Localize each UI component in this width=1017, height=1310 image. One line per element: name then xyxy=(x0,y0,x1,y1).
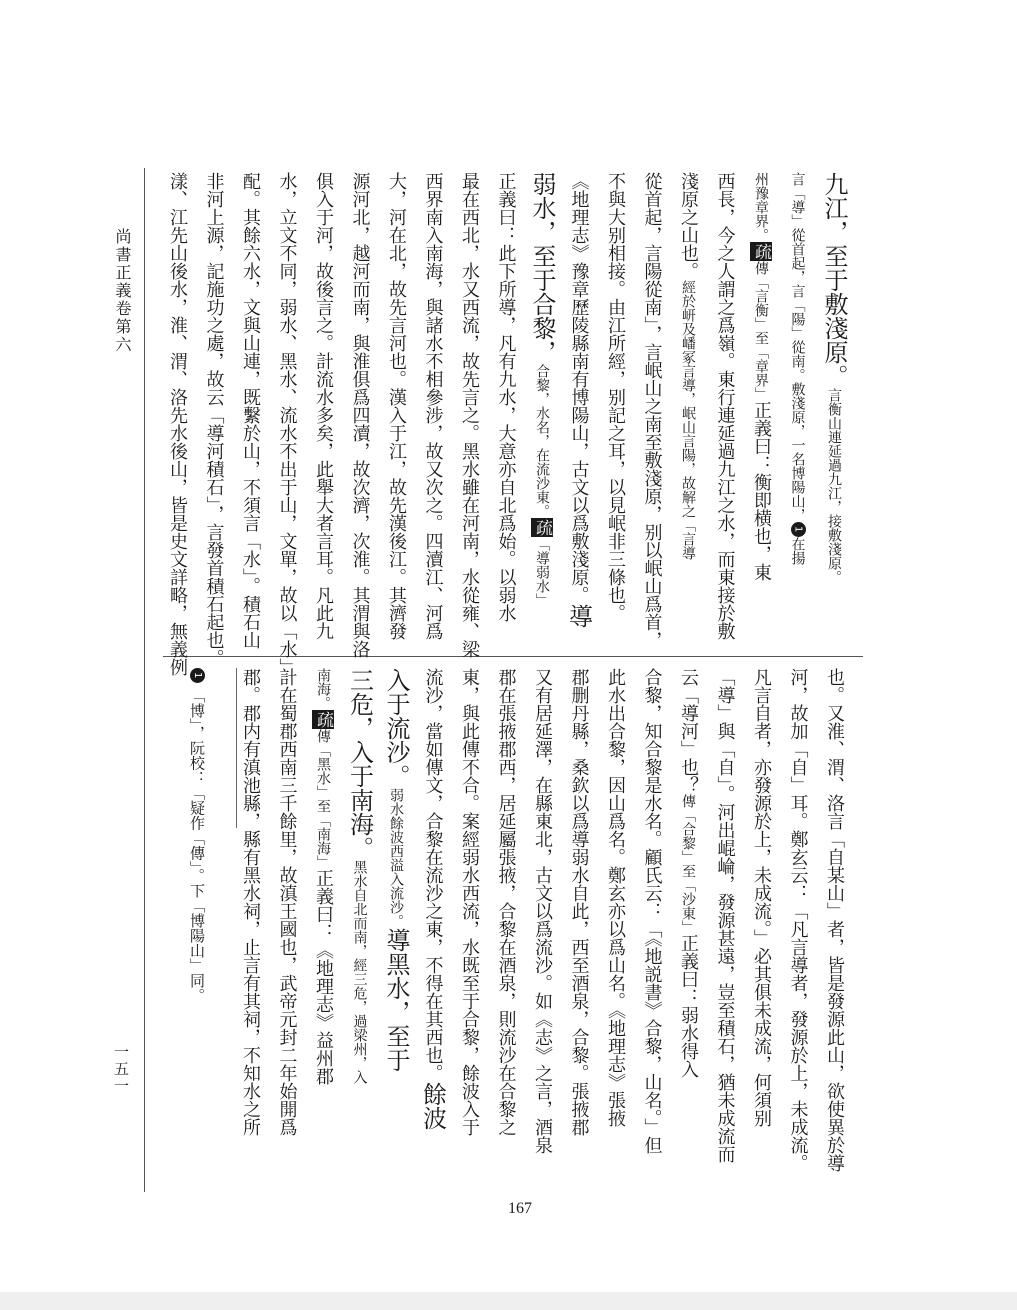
body-text: 正義曰：《地理志》益州郡 xyxy=(313,869,334,1085)
body-text: 配。其餘六水，文與山連，既繫於山，不須言「水」。積石山 xyxy=(240,172,261,649)
body-text: 合黎，知合黎是水名。顧氏云：「《地説書》合黎，山名。」但 xyxy=(641,668,663,1154)
commentary-marker: 疏 xyxy=(313,711,333,728)
body-text: 《地理志》豫章歷陵縣南有博陽山，古文以爲敷淺原。 xyxy=(568,172,590,604)
footnote-text: 「博」，阮校：「疑作「傳」。下「博陽山」同。 xyxy=(188,687,206,1003)
body-text: 云「導河」也？ xyxy=(678,668,699,794)
text-column xyxy=(309,668,337,1168)
text-column xyxy=(674,172,702,650)
main-text: 九江，至于敷淺原。 xyxy=(820,172,848,388)
text-column xyxy=(565,668,593,1168)
main-text: 導黑水，至于 xyxy=(382,928,410,1072)
viewer-bottom-band xyxy=(0,1292,1017,1310)
text-column xyxy=(382,668,410,1168)
text-column xyxy=(346,668,374,1168)
text-column xyxy=(711,668,739,1168)
annotation-text: 傳「合黎」至「沙東」 xyxy=(680,794,696,934)
footnote-marker: 1 xyxy=(190,668,205,683)
text-column xyxy=(638,668,666,1168)
register-divider xyxy=(163,656,863,657)
text-column xyxy=(528,668,556,1168)
body-text: 東，與此傳不合。案經弱水西流，水既至于合黎，餘波入于 xyxy=(459,668,480,1136)
body-text: 最在西北，水又西流，故先言之。黑水雖在河南，水從雍、梁 xyxy=(459,172,480,658)
main-text: 三危，入于南海。 xyxy=(345,668,374,860)
footnote-rule xyxy=(236,668,237,828)
text-column xyxy=(236,172,264,650)
body-text: 水，立文不同，弱水、黑水、流水不出于山，文單，故以「水」 xyxy=(276,172,298,676)
annotation-text: 合黎，水名，在流沙東。 xyxy=(534,364,550,518)
body-text: 郡在張掖郡西，居延屬張掖，合黎在酒泉，則流沙在合黎之 xyxy=(495,668,517,1136)
text-column xyxy=(309,172,337,650)
text-column xyxy=(492,668,520,1168)
annotation-text: 弱水餘波西溢入流沙。 xyxy=(388,788,404,928)
text-column xyxy=(711,172,739,650)
body-text: 計在蜀郡西南三千餘里，故滇王國也，武帝元封二年始開爲 xyxy=(276,668,298,1136)
text-column xyxy=(455,172,483,658)
annotation-text: 黑水自北而南，經三危，過梁州，入 xyxy=(351,860,368,1084)
annotation-text: 言「導」從首起，言「陽」從南。 xyxy=(789,172,806,382)
annotation-text: 傳「黑水」至「南海」 xyxy=(315,729,331,869)
commentary-marker: 疏 xyxy=(751,243,771,260)
footnote xyxy=(186,668,208,1168)
text-column xyxy=(601,668,629,1168)
text-column xyxy=(638,172,666,650)
page-number: 167 xyxy=(508,1200,532,1217)
main-text: 導 xyxy=(564,604,593,628)
text-column xyxy=(747,668,775,1168)
body-text: 「導」與「自」。河出崐崘，發源甚遠，豈至積石，猶未成流而 xyxy=(714,668,736,1163)
text-column xyxy=(674,668,702,1168)
text-column xyxy=(273,172,301,676)
annotation-text: 州豫章界。 xyxy=(753,172,769,242)
body-text: 郡删丹縣，桑欽以爲導弱水自此，西至酒泉，合黎。張掖郡 xyxy=(568,668,590,1136)
body-text: 源河北，越河而南，與淮俱爲四瀆，故次濟，次淮。其渭與洛 xyxy=(349,172,371,658)
text-column xyxy=(784,668,812,1172)
footnote-ref-marker: 1 xyxy=(791,522,806,537)
annotation-text: 傳「言衡」至「章界」 xyxy=(753,261,769,401)
annotation-text: 「導弱水」 xyxy=(534,537,550,607)
body-text: 非河上源，記施功之處，故云「導河積石」，言發首積石起也。 xyxy=(203,172,225,667)
body-text: 俱入于河，故後言之。計流水多矣，此舉大者言耳。凡此九 xyxy=(313,172,334,640)
text-column xyxy=(565,172,593,650)
text-column xyxy=(419,668,447,1168)
text-column xyxy=(601,172,629,650)
text-column xyxy=(528,172,556,650)
body-text: 西界南入南海，與諸水不相參涉，故又次之。四瀆江、河爲 xyxy=(422,172,444,640)
main-text: 弱水，至于合黎， xyxy=(528,172,556,364)
body-text: 流沙，當如傳文，合黎在流沙之東，不得在其西也。 xyxy=(422,668,444,1082)
text-column xyxy=(492,172,520,650)
text-column xyxy=(163,172,191,676)
body-text: 凡言自者，亦發源於上，未成流。」必其俱未成流，何須别 xyxy=(751,668,772,1127)
annotation-text: 在揚 xyxy=(789,537,806,565)
main-text: 餘波 xyxy=(418,1082,447,1130)
body-text: 西長，今之人謂之爲嶺。東行連延過九江之水，而東接於敷 xyxy=(714,172,736,640)
body-text: 從首起，言陽從南」，言岷山之南至敷淺原，别以岷山爲首， xyxy=(641,172,663,649)
text-column xyxy=(382,172,410,650)
body-text: 漾、江先山後水，淮、渭、洛先水後山，皆是史文詳略，無義例 xyxy=(167,172,188,676)
text-column xyxy=(273,668,301,1168)
main-text: 入于流沙。 xyxy=(382,668,410,788)
text-column xyxy=(455,668,483,1168)
commentary-marker: 疏 xyxy=(532,519,552,536)
margin-rule xyxy=(144,168,145,1192)
body-text: 正義曰：衡即横也，東 xyxy=(751,401,772,581)
body-text: 也。又淮、渭、洛言「自某山」者，皆是發源此山，欲使異於導 xyxy=(824,668,845,1172)
body-text: 河，故加「自」耳。鄭玄云：「凡言導者，發源於上，未成流。 xyxy=(787,668,809,1172)
text-column xyxy=(820,172,848,650)
folio: 一五一 xyxy=(112,1044,130,1095)
body-text: 此水出合黎，因山爲名。鄭玄亦以爲山名。《地理志》張掖 xyxy=(605,668,626,1127)
body-text: 又有居延澤，在縣東北，古文以爲流沙。如《志》之言，酒泉 xyxy=(532,668,553,1154)
running-head: 尚書正義卷第六 xyxy=(113,228,132,354)
annotation-text: 南海。 xyxy=(315,668,331,710)
body-text: 淺原之山也。 xyxy=(678,172,699,280)
text-column xyxy=(820,668,848,1172)
body-text: 正義曰：此下所導，凡有九水，大意亦自北爲始。以弱水 xyxy=(495,172,517,622)
text-column xyxy=(346,172,374,658)
annotation-text: 經於岍及嶓冢言導，岷山言陽，故解之「言導 xyxy=(680,280,696,560)
body-text: 正義曰：弱水得入 xyxy=(678,934,699,1078)
body-text: 大，河在北，故先言河也。漢入于江，故先漢後江。其濟發 xyxy=(386,172,407,640)
text-column xyxy=(747,172,775,650)
text-column xyxy=(419,172,447,650)
body-text: 郡。郡内有滇池縣，縣有黑水祠，止言有其祠，不知水之所 xyxy=(240,668,261,1136)
text-column xyxy=(784,172,812,650)
text-column xyxy=(236,668,264,1168)
body-text: 不與大别相接。由江所經，别記之耳，以見岷非三條也。 xyxy=(605,172,626,622)
annotation-text: 敷淺原，一名博陽山， xyxy=(789,382,806,522)
text-column xyxy=(200,172,228,667)
annotation-text: 言衡山連延過九江，接敷淺原。 xyxy=(826,388,842,584)
